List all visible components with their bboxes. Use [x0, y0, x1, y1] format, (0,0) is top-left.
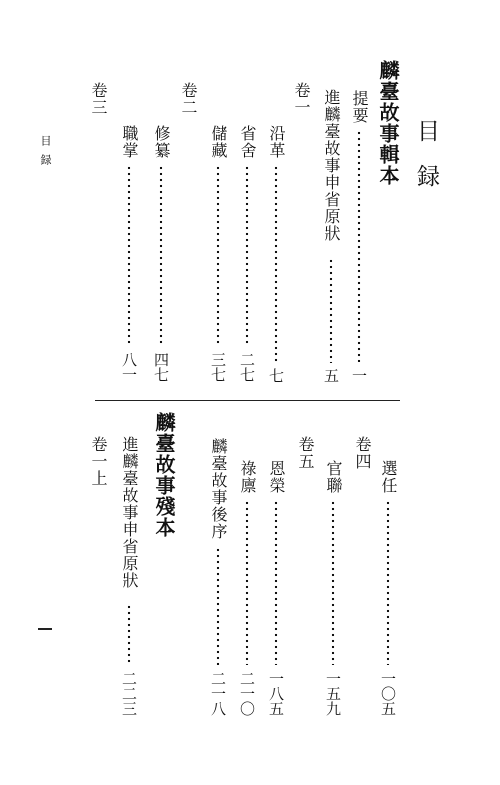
volume-heading: 卷五: [296, 436, 315, 470]
leader-dots: [274, 500, 278, 665]
toc-page-number: 一: [350, 368, 368, 383]
toc-entry-label: 進麟臺故事申省原狀: [322, 89, 341, 242]
toc-page-number: 二一〇: [238, 671, 256, 716]
leader-dots: [331, 500, 335, 665]
toc-entry-label: 省舍: [238, 125, 257, 159]
volume-heading: 卷三: [89, 82, 108, 116]
toc-page-number: 七: [267, 368, 285, 383]
toc-entry-label: 進麟臺故事申省原狀: [120, 436, 139, 589]
leader-dots: [274, 165, 278, 362]
toc-entry-label: 恩榮: [267, 460, 286, 494]
toc-page-number: 四七: [152, 352, 170, 382]
toc-entry-label: 選任: [379, 460, 398, 494]
volume-heading: 卷四: [353, 436, 372, 470]
top-book-title: 麟臺故事輯本: [376, 60, 400, 186]
bottom-book-title: 麟臺故事殘本: [152, 412, 176, 538]
volume-heading: 卷一上: [89, 436, 108, 487]
leader-dots: [329, 258, 333, 363]
leader-dots: [127, 165, 131, 345]
folio-number: [38, 628, 52, 630]
leader-dots: [127, 604, 131, 665]
toc-page-number: 二一八: [209, 671, 227, 716]
toc-entry-label: 職掌: [120, 125, 139, 159]
section-divider: [95, 400, 400, 401]
toc-page-number: 八一: [120, 352, 138, 382]
toc-entry-label: 修纂: [152, 125, 171, 159]
volume-heading: 卷一: [292, 82, 311, 116]
toc-entry-label: 麟臺故事後序: [209, 438, 228, 540]
page-heading: 目録: [413, 119, 439, 209]
toc-page-number: 三七: [209, 352, 227, 382]
leader-dots: [216, 547, 220, 665]
toc-entry-label: 官聯: [324, 460, 343, 494]
toc-entry-label: 儲藏: [209, 125, 228, 159]
running-header: 目録: [39, 135, 52, 173]
leader-dots: [245, 500, 249, 665]
toc-page-number: 五: [322, 368, 340, 383]
leader-dots: [386, 500, 390, 665]
toc-entry-label: 提要: [350, 90, 369, 124]
leader-dots: [216, 165, 220, 345]
leader-dots: [245, 165, 249, 345]
leader-dots: [159, 165, 163, 345]
leader-dots: [357, 130, 361, 362]
toc-page-number: 二二三: [120, 671, 138, 716]
toc-page-number: 一〇五: [379, 671, 397, 716]
toc-entry-label: 沿革: [267, 125, 286, 159]
volume-heading: 卷二: [179, 82, 198, 116]
toc-page-number: 一八五: [267, 671, 285, 716]
toc-page-number: 二七: [238, 352, 256, 382]
toc-page-number: 一五九: [324, 671, 342, 716]
toc-entry-label: 祿廪: [238, 460, 257, 494]
